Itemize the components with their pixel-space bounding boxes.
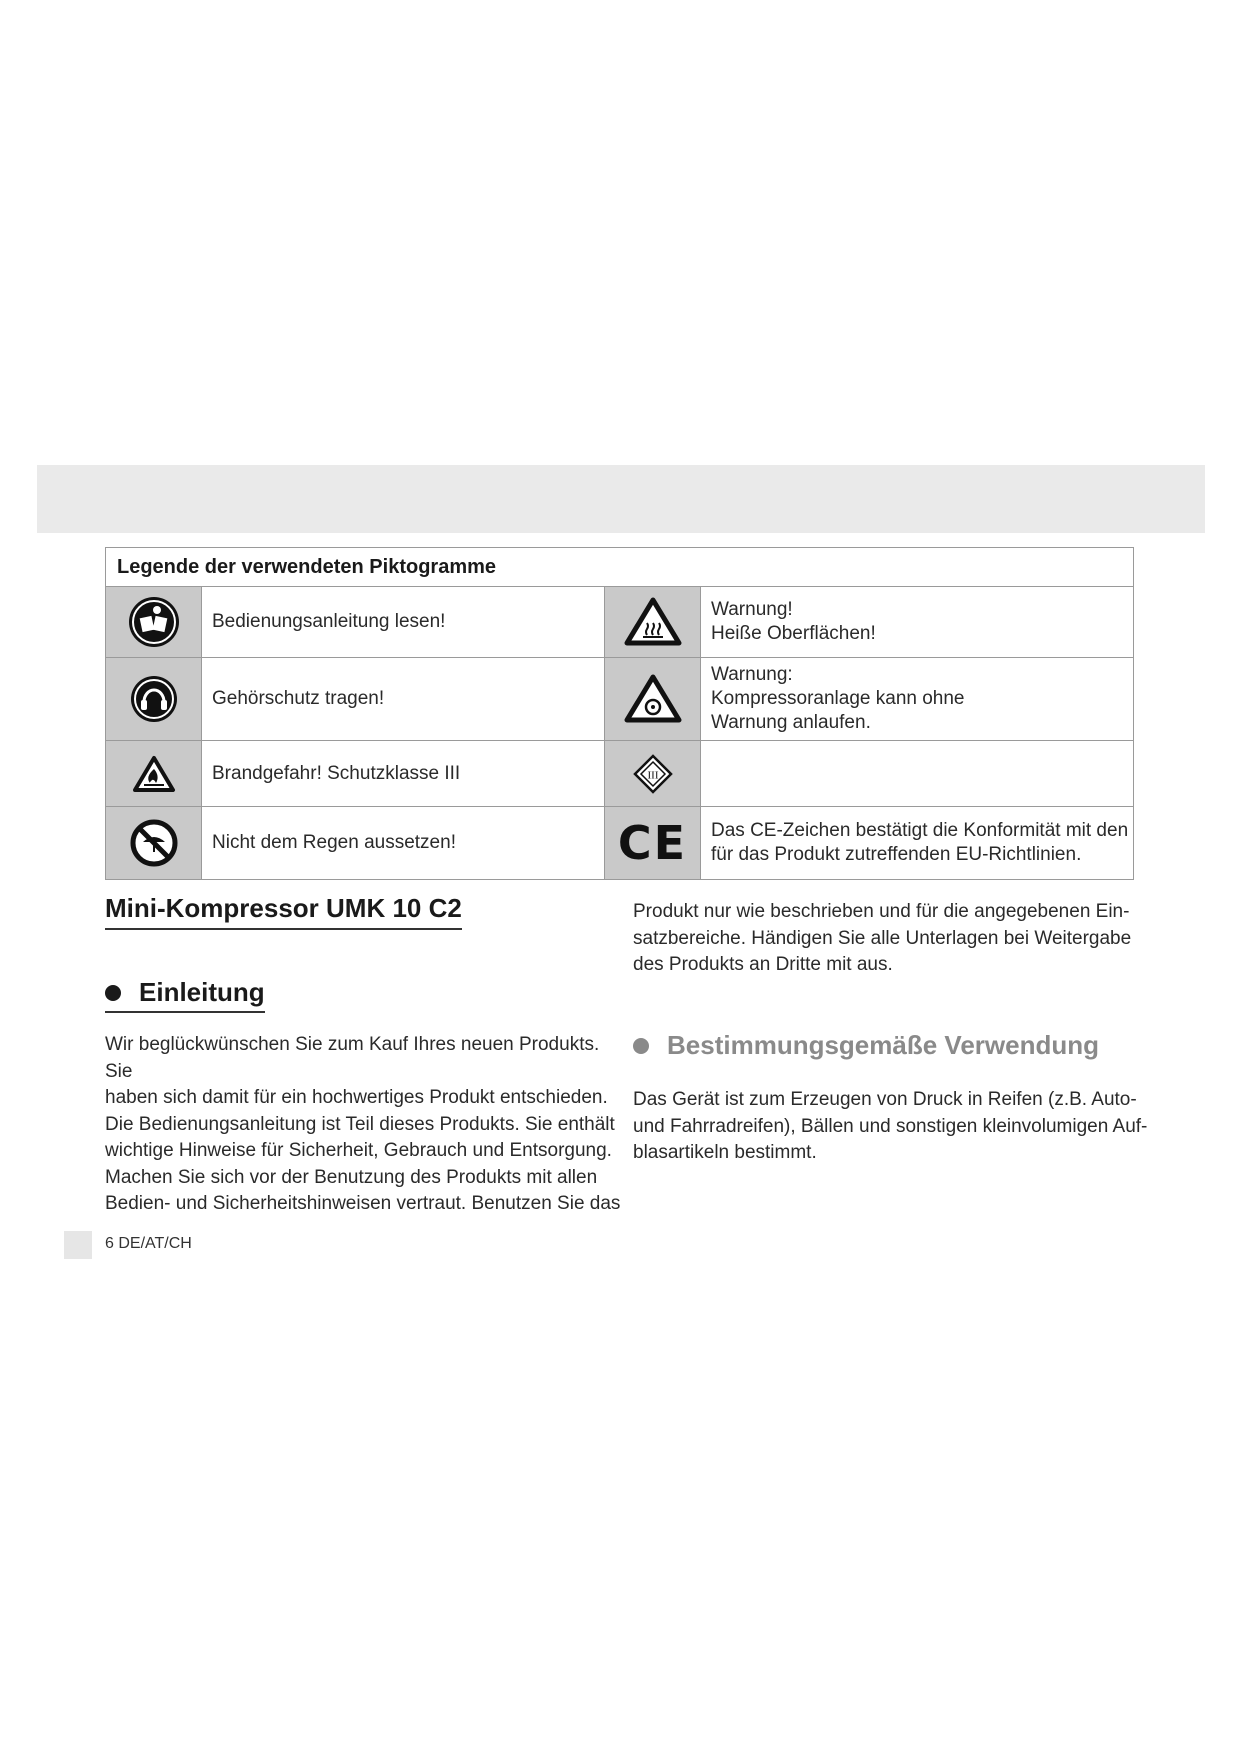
legend-text: Gehörschutz tragen!: [212, 688, 385, 709]
page-marker: [64, 1231, 92, 1259]
text-line: und Fahrradreifen), Bällen und sonstigen kleinvolumigen Auf-: [633, 1115, 1148, 1137]
header-band: [37, 465, 1205, 533]
intro-heading-text: Einleitung: [139, 977, 265, 1007]
legend-text: Bedienungsanleitung lesen!: [212, 611, 446, 632]
text-line: wichtige Hinweise für Sicherheit, Gebrauch und Entsorgung.: [105, 1140, 612, 1161]
no-rain-icon: [106, 807, 202, 879]
text-line: Das Gerät ist zum Erzeugen von Druck in Reifen (z.B. Auto-: [633, 1089, 1137, 1110]
legend-text: Kompressoranlage kann ohne: [711, 688, 965, 709]
legend-text: Warnung anlaufen.: [711, 712, 871, 733]
auto-start-warning-icon: [605, 658, 701, 740]
page-footer: [105, 1235, 192, 1253]
legend-text: Brandgefahr! Schutzklasse III: [212, 762, 461, 784]
text-line: des Produkts an Dritte mit aus.: [633, 954, 893, 975]
intro-heading: [105, 977, 265, 1013]
legend-text: Warnung:: [711, 664, 793, 685]
region-code: DE/AT/CH: [118, 1235, 192, 1252]
text-line: Machen Sie sich vor der Benutzung des Produkts mit allen: [105, 1166, 598, 1188]
intended-use-heading-text: Bestimmungsgemäße Verwendung: [667, 1030, 1099, 1060]
text-line: satzbereiche. Händigen Sie alle Unterlagen bei Weitergabe: [633, 927, 1132, 949]
text-line: Bedien- und Sicherheitshinweisen vertraut. Benutzen Sie das: [105, 1193, 621, 1214]
empty-legend-text: [701, 741, 1133, 806]
intended-use-heading: [633, 1030, 1099, 1061]
ce-mark-text: CE: [617, 816, 688, 870]
legend-row: [106, 658, 1133, 741]
class-iii-symbol-text: III: [647, 769, 658, 781]
intro-paragraph: [105, 1032, 625, 1218]
intro-continued-paragraph: [633, 899, 1153, 979]
ce-mark-icon: [605, 807, 701, 879]
legend-row: [106, 741, 1133, 807]
text-line: blasartikeln bestimmt.: [633, 1142, 817, 1163]
bullet-icon: [633, 1038, 649, 1054]
product-title: Mini-Kompressor UMK 10 C2: [105, 893, 462, 930]
bullet-icon: [105, 985, 121, 1001]
text-line: haben sich damit für ein hochwertiges Produkt entschieden.: [105, 1087, 608, 1108]
fire-hazard-icon: [106, 741, 202, 806]
legend-row: [106, 807, 1133, 879]
legend-text: Warnung!: [711, 599, 793, 620]
legend-text: Das CE-Zeichen bestätigt die Konformität mit den: [711, 820, 1129, 841]
pictogram-legend-table: [105, 547, 1134, 880]
text-line: Produkt nur wie beschrieben und für die angegebenen Ein-: [633, 901, 1130, 922]
legend-text: Nicht dem Regen aussetzen!: [212, 832, 456, 853]
legend-text: für das Produkt zutreffenden EU-Richtlinien.: [711, 844, 1082, 865]
legend-row: [106, 587, 1133, 658]
legend-text: Heiße Oberflächen!: [711, 623, 876, 644]
read-manual-icon: [106, 587, 202, 657]
hot-surface-warning-icon: [605, 587, 701, 657]
legend-title: Legende der verwendeten Piktogramme: [106, 548, 1133, 587]
protection-class-iii-icon: [605, 741, 701, 806]
ear-protection-icon: [106, 658, 202, 740]
intended-use-paragraph: [633, 1087, 1153, 1167]
text-line: Die Bedienungsanleitung ist Teil dieses Produkts. Sie enthält: [105, 1113, 615, 1135]
page-number: 6: [105, 1235, 114, 1252]
text-line: Wir beglückwünschen Sie zum Kauf Ihres neuen Produkts. Sie: [105, 1034, 600, 1082]
